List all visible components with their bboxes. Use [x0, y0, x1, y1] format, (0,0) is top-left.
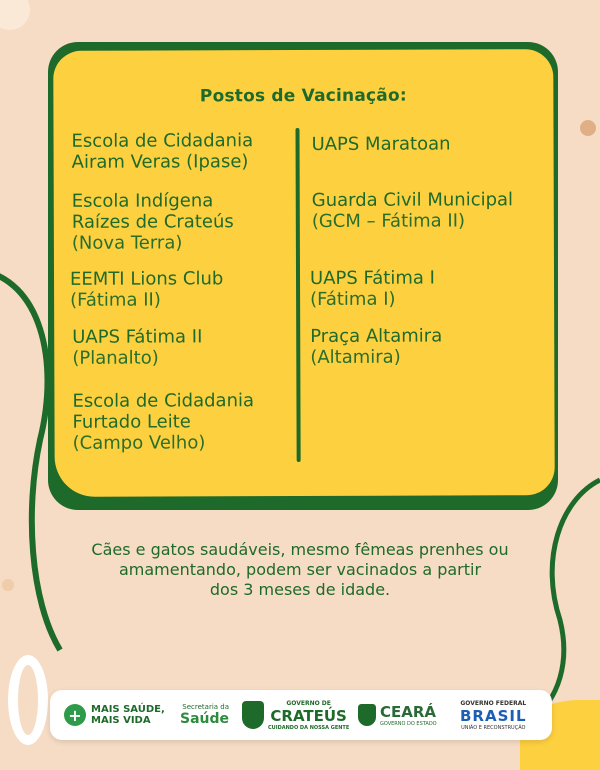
vaccination-note: Cães e gatos saudáveis, mesmo fêmeas prenhes ou amamentando, podem ser vacinados a partir dos 3 meses de idade. — [91, 540, 509, 599]
ceara-crest-icon — [358, 704, 376, 726]
location-item: Praça Altamira (Altamira) — [310, 325, 443, 368]
location-item: Escola Indígena Raízes de Crateús (Nova Terra) — [71, 190, 234, 254]
location-item: UAPS Fátima II (Planalto) — [72, 326, 203, 369]
column-divider — [295, 128, 300, 462]
crateus-logo: GOVERNO DE CRATEÚS CUIDANDO DA NOSSA GENTE — [242, 698, 349, 732]
location-item: Escola de Cidadania Furtado Leite (Campo Velho) — [72, 390, 255, 454]
location-item: Guarda Civil Municipal (GCM – Fátima II) — [311, 189, 514, 232]
heart-plus-icon: + — [64, 704, 86, 726]
governo-federal-logo: GOVERNO FEDERAL BRASIL UNIÃO E RECONSTRUÇÃO — [460, 699, 527, 731]
ceara-logo: CEARÁ GOVERNO DO ESTADO — [358, 698, 437, 732]
decorative-blob — [8, 655, 48, 745]
location-item: UAPS Maratoan — [311, 133, 451, 155]
location-item: Escola de Cidadania Airam Veras (Ipase) — [71, 130, 254, 173]
mais-saude-logo: + MAIS SAÚDE, MAIS VIDA — [64, 698, 165, 732]
vaccination-card — [53, 49, 555, 497]
secretaria-saude-logo: Secretaria da Saúde — [180, 703, 230, 727]
card-title: Postos de Vacinação: — [199, 85, 407, 107]
footer-logos — [50, 690, 552, 740]
location-item: UAPS Fátima I (Fátima I) — [309, 267, 435, 310]
location-item: EEMTI Lions Club (Fátima II) — [69, 268, 224, 311]
crateus-shield-icon — [242, 701, 264, 729]
